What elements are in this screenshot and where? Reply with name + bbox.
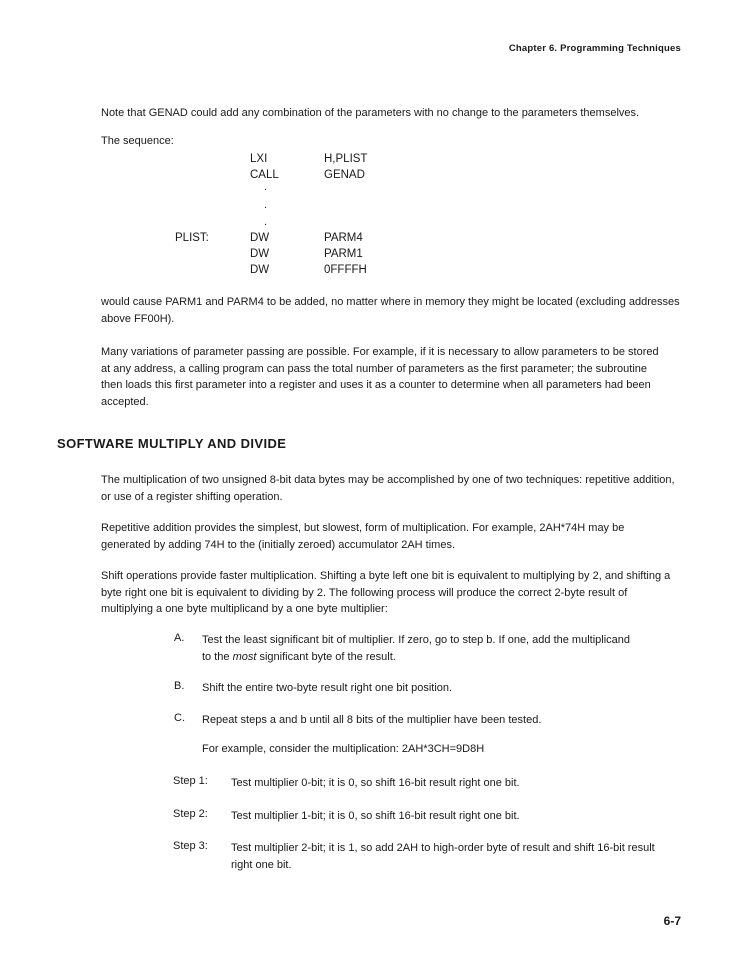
code-label-plist: PLIST: bbox=[175, 232, 209, 244]
code-op-5: DW bbox=[250, 264, 270, 276]
ellipsis-dot-1: . bbox=[264, 181, 268, 193]
code-arg-1: H,PLIST bbox=[324, 153, 368, 165]
list-item-c: Repeat steps a and b until all 8 bits of the multiplier have been tested. bbox=[202, 714, 542, 726]
step-1-label: Step 1: bbox=[173, 775, 208, 787]
list-item-a bbox=[202, 632, 632, 665]
list-letter-b: B. bbox=[174, 680, 185, 692]
step-3-text: Test multiplier 2-bit; it is 1, so add 2AH to high-order byte of result and shift 16-bit result right one bit. bbox=[231, 842, 655, 871]
ellipsis-dot-2: . bbox=[264, 199, 268, 211]
sequence-label: The sequence: bbox=[101, 135, 174, 147]
variations-paragraph: Many variations of parameter passing are possible. For example, if it is necessary to allow parameters to be stored at any address, a calling program can pass the total number of parameters as the first parameter; the subroutine then loads this first parameter into a register and uses it as a counter to determine when all parameters had been accepted. bbox=[101, 346, 659, 408]
code-op-1: LXI bbox=[250, 153, 268, 165]
example-intro: For example, consider the multiplication: 2AH*3CH=9D8H bbox=[202, 743, 485, 755]
step-3-label: Step 3: bbox=[173, 840, 208, 852]
section-heading: SOFTWARE MULTIPLY AND DIVIDE bbox=[57, 436, 287, 451]
would-cause-paragraph: would cause PARM1 and PARM4 to be added, no matter where in memory they might be located (excluding addresses above FF00H). bbox=[101, 296, 680, 325]
step-1-text: Test multiplier 0-bit; it is 0, so shift 16-bit result right one bit. bbox=[231, 777, 520, 789]
code-arg-2: GENAD bbox=[324, 169, 365, 181]
list-item-a-text-after: significant byte of the result. bbox=[256, 650, 396, 663]
genad-note-paragraph: Note that GENAD could add any combination of the parameters with no change to the parameters themselves. bbox=[101, 107, 640, 119]
code-op-3: DW bbox=[250, 232, 270, 244]
list-item-a-emphasis: most bbox=[232, 650, 257, 663]
repetitive-addition-paragraph: Repetitive addition provides the simplest, but slowest, form of multiplication. For example, 2AH*74H may be generated by adding 74H to the (initially zeroed) accumulator 2AH times. bbox=[101, 522, 625, 551]
code-op-4: DW bbox=[250, 248, 270, 260]
code-arg-5: 0FFFFH bbox=[324, 264, 367, 276]
list-item-b: Shift the entire two-byte result right one bit position. bbox=[202, 682, 453, 694]
code-arg-4: PARM1 bbox=[324, 248, 363, 260]
list-item-a-text-before: Test the least significant bit of multiplier. If zero, go to step b. If one, add the multiplicand to the bbox=[202, 634, 631, 663]
list-letter-c: C. bbox=[174, 712, 185, 724]
code-op-2: CALL bbox=[250, 169, 279, 181]
running-header: Chapter 6. Programming Techniques bbox=[508, 43, 681, 54]
multiplication-paragraph: The multiplication of two unsigned 8-bit data bytes may be accomplished by one of two techniques: repetitive addition, or use of a register shifting operation. bbox=[101, 474, 675, 503]
page-number: 6-7 bbox=[663, 914, 681, 928]
shift-operations-paragraph: Shift operations provide faster multiplication. Shifting a byte left one bit is equivalent to multiplying by 2, and shifting a byte right one bit is equivalent to dividing by 2. The following process will produce the correct 2-byte result of multiplying a one byte multiplicand by a one byte multiplier: bbox=[101, 570, 671, 615]
list-letter-a: A. bbox=[174, 632, 185, 644]
code-arg-3: PARM4 bbox=[324, 232, 363, 244]
ellipsis-dot-3: . bbox=[264, 216, 268, 228]
step-2-text: Test multiplier 1-bit; it is 0, so shift 16-bit result right one bit. bbox=[231, 810, 520, 822]
step-2-label: Step 2: bbox=[173, 808, 208, 820]
